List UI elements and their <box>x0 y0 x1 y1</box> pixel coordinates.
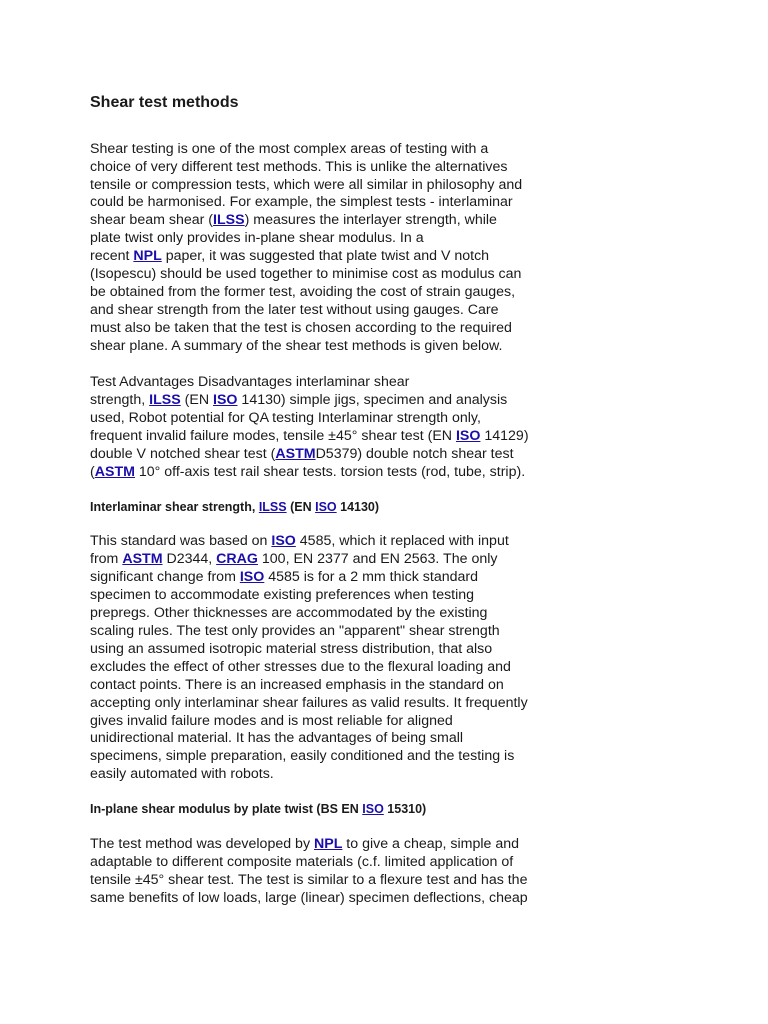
paragraph-line: contact points. There is an increased emphasis in the standard on <box>90 677 504 693</box>
paragraph-line: tensile or compression tests, which were all similar in philosophy and <box>90 177 523 193</box>
astm-link[interactable]: ASTM <box>94 464 135 480</box>
paragraph-line: could be harmonised. For example, the simplest tests - interlaminar <box>90 194 513 210</box>
paragraph-line: (Isopescu) should be used together to minimise cost as modulus can <box>90 266 522 282</box>
paragraph-line <box>90 836 519 854</box>
text-run: D5379) double notch shear test <box>315 446 514 462</box>
paragraph-line: accepting only interlaminar shear failures as valid results. It frequently <box>90 695 528 711</box>
text-run: 15310) <box>383 802 427 816</box>
paragraph-line: adaptable to different composite materials (c.f. limited application of <box>90 854 514 870</box>
paragraph-line: gives invalid failure modes and is most reliable for aligned <box>90 713 453 729</box>
paragraph-line: scaling rules. The test only provides an "apparent" shear strength <box>90 623 500 639</box>
text-run: significant change from <box>90 569 240 585</box>
astm-link[interactable]: ASTM <box>122 551 163 567</box>
paragraph-line: easily automated with robots. <box>90 766 274 782</box>
text-run: strength, <box>90 392 150 408</box>
text-run: 14129) <box>480 428 529 444</box>
paragraph-line: tensile ±45° shear test. The test is similar to a flexure test and has the <box>90 872 528 888</box>
crag-link[interactable]: CRAG <box>216 551 258 567</box>
iso-link[interactable]: ISO <box>315 500 337 514</box>
page-title: Shear test methods <box>90 94 239 111</box>
text-run: shear beam shear ( <box>90 212 214 228</box>
paragraph-line: and shear strength from the later test without using gauges. Care <box>90 302 499 318</box>
paragraph-line: Shear testing is one of the most complex areas of testing with a <box>90 141 489 157</box>
paragraph-line: unidirectional material. It has the advantages of being small <box>90 730 464 746</box>
text-run: from <box>90 551 123 567</box>
text-run: double V notched shear test ( <box>90 446 276 462</box>
paragraph-line: choice of very different test methods. This is unlike the alternatives <box>90 159 508 175</box>
iso-link[interactable]: ISO <box>239 569 265 585</box>
paragraph-line <box>90 212 497 230</box>
iso-link[interactable]: ISO <box>455 428 481 444</box>
paragraph-line: be obtained from the former test, avoiding the cost of strain gauges, <box>90 284 516 300</box>
text-run: ( <box>90 464 95 480</box>
paragraph-line: specimens, simple preparation, easily conditioned and the testing is <box>90 748 515 764</box>
text-run: to give a cheap, simple and <box>342 836 520 852</box>
paragraph-line <box>90 551 497 569</box>
npl-link[interactable]: NPL <box>313 836 343 852</box>
text-run: 4585, which it replaced with input <box>295 533 509 549</box>
text-run: This standard was based on <box>90 533 272 549</box>
paragraph-line: prepregs. Other thicknesses are accommodated by the existing <box>90 605 488 621</box>
text-run: 4585 is for a 2 mm thick standard <box>264 569 478 585</box>
iso-link[interactable]: ISO <box>362 802 384 816</box>
text-run: ) measures the interlayer strength, while <box>244 212 497 228</box>
text-run: 14130) simple jigs, specimen and analysis <box>237 392 508 408</box>
text-run: paper, it was suggested that plate twist and V notch <box>161 248 490 264</box>
paragraph-line: Test Advantages Disadvantages interlaminar shear <box>90 374 410 390</box>
paragraph-line <box>90 428 529 446</box>
text-run: (EN <box>180 392 214 408</box>
paragraph-line <box>90 464 525 482</box>
iso-link[interactable]: ISO <box>271 533 296 549</box>
text-run: D2344, <box>162 551 217 567</box>
paragraph-line <box>90 569 478 587</box>
ilss-link[interactable]: ILSS <box>258 500 287 514</box>
text-run: (EN <box>286 500 316 514</box>
text-run: The test method was developed by <box>90 836 314 852</box>
section-heading <box>90 801 426 819</box>
paragraph-line: plate twist only provides in-plane shear modulus. In a <box>90 230 424 246</box>
paragraph-line: shear plane. A summary of the shear test methods is given below. <box>90 338 503 354</box>
text-run: 14130) <box>336 500 380 514</box>
paragraph-line: must also be taken that the test is chosen according to the required <box>90 320 512 336</box>
text-run: 100, EN 2377 and EN 2563. The only <box>257 551 498 567</box>
text-run: recent <box>90 248 134 264</box>
paragraph-line <box>90 248 489 266</box>
paragraph-line: excludes the effect of other stresses due to the flexural loading and <box>90 659 511 675</box>
astm-link[interactable]: ASTM <box>275 446 316 462</box>
paragraph-line: using an assumed isotropic material stress distribution, that also <box>90 641 493 657</box>
text-run: In-plane shear modulus by plate twist (BS EN <box>90 802 363 816</box>
paragraph-line: used, Robot potential for QA testing Interlaminar strength only, <box>90 410 481 426</box>
paragraph-line <box>90 446 514 464</box>
text-run: frequent invalid failure modes, tensile ±45° shear test (EN <box>90 428 456 444</box>
text-run: Interlaminar shear strength, <box>90 500 259 514</box>
section-heading <box>90 499 379 517</box>
npl-link[interactable]: NPL <box>133 248 162 264</box>
text-run: 10° off-axis test rail shear tests. torsion tests (rod, tube, strip). <box>134 464 526 480</box>
ilss-link[interactable]: ILSS <box>149 392 181 408</box>
paragraph-line: same benefits of low loads, large (linear) specimen deflections, cheap <box>90 890 528 906</box>
paragraph-line <box>90 392 507 410</box>
paragraph-line: specimen to accommodate existing preferences when testing <box>90 587 475 603</box>
paragraph-line <box>90 533 509 551</box>
iso-link[interactable]: ISO <box>213 392 238 408</box>
ilss-link[interactable]: ILSS <box>213 212 245 228</box>
